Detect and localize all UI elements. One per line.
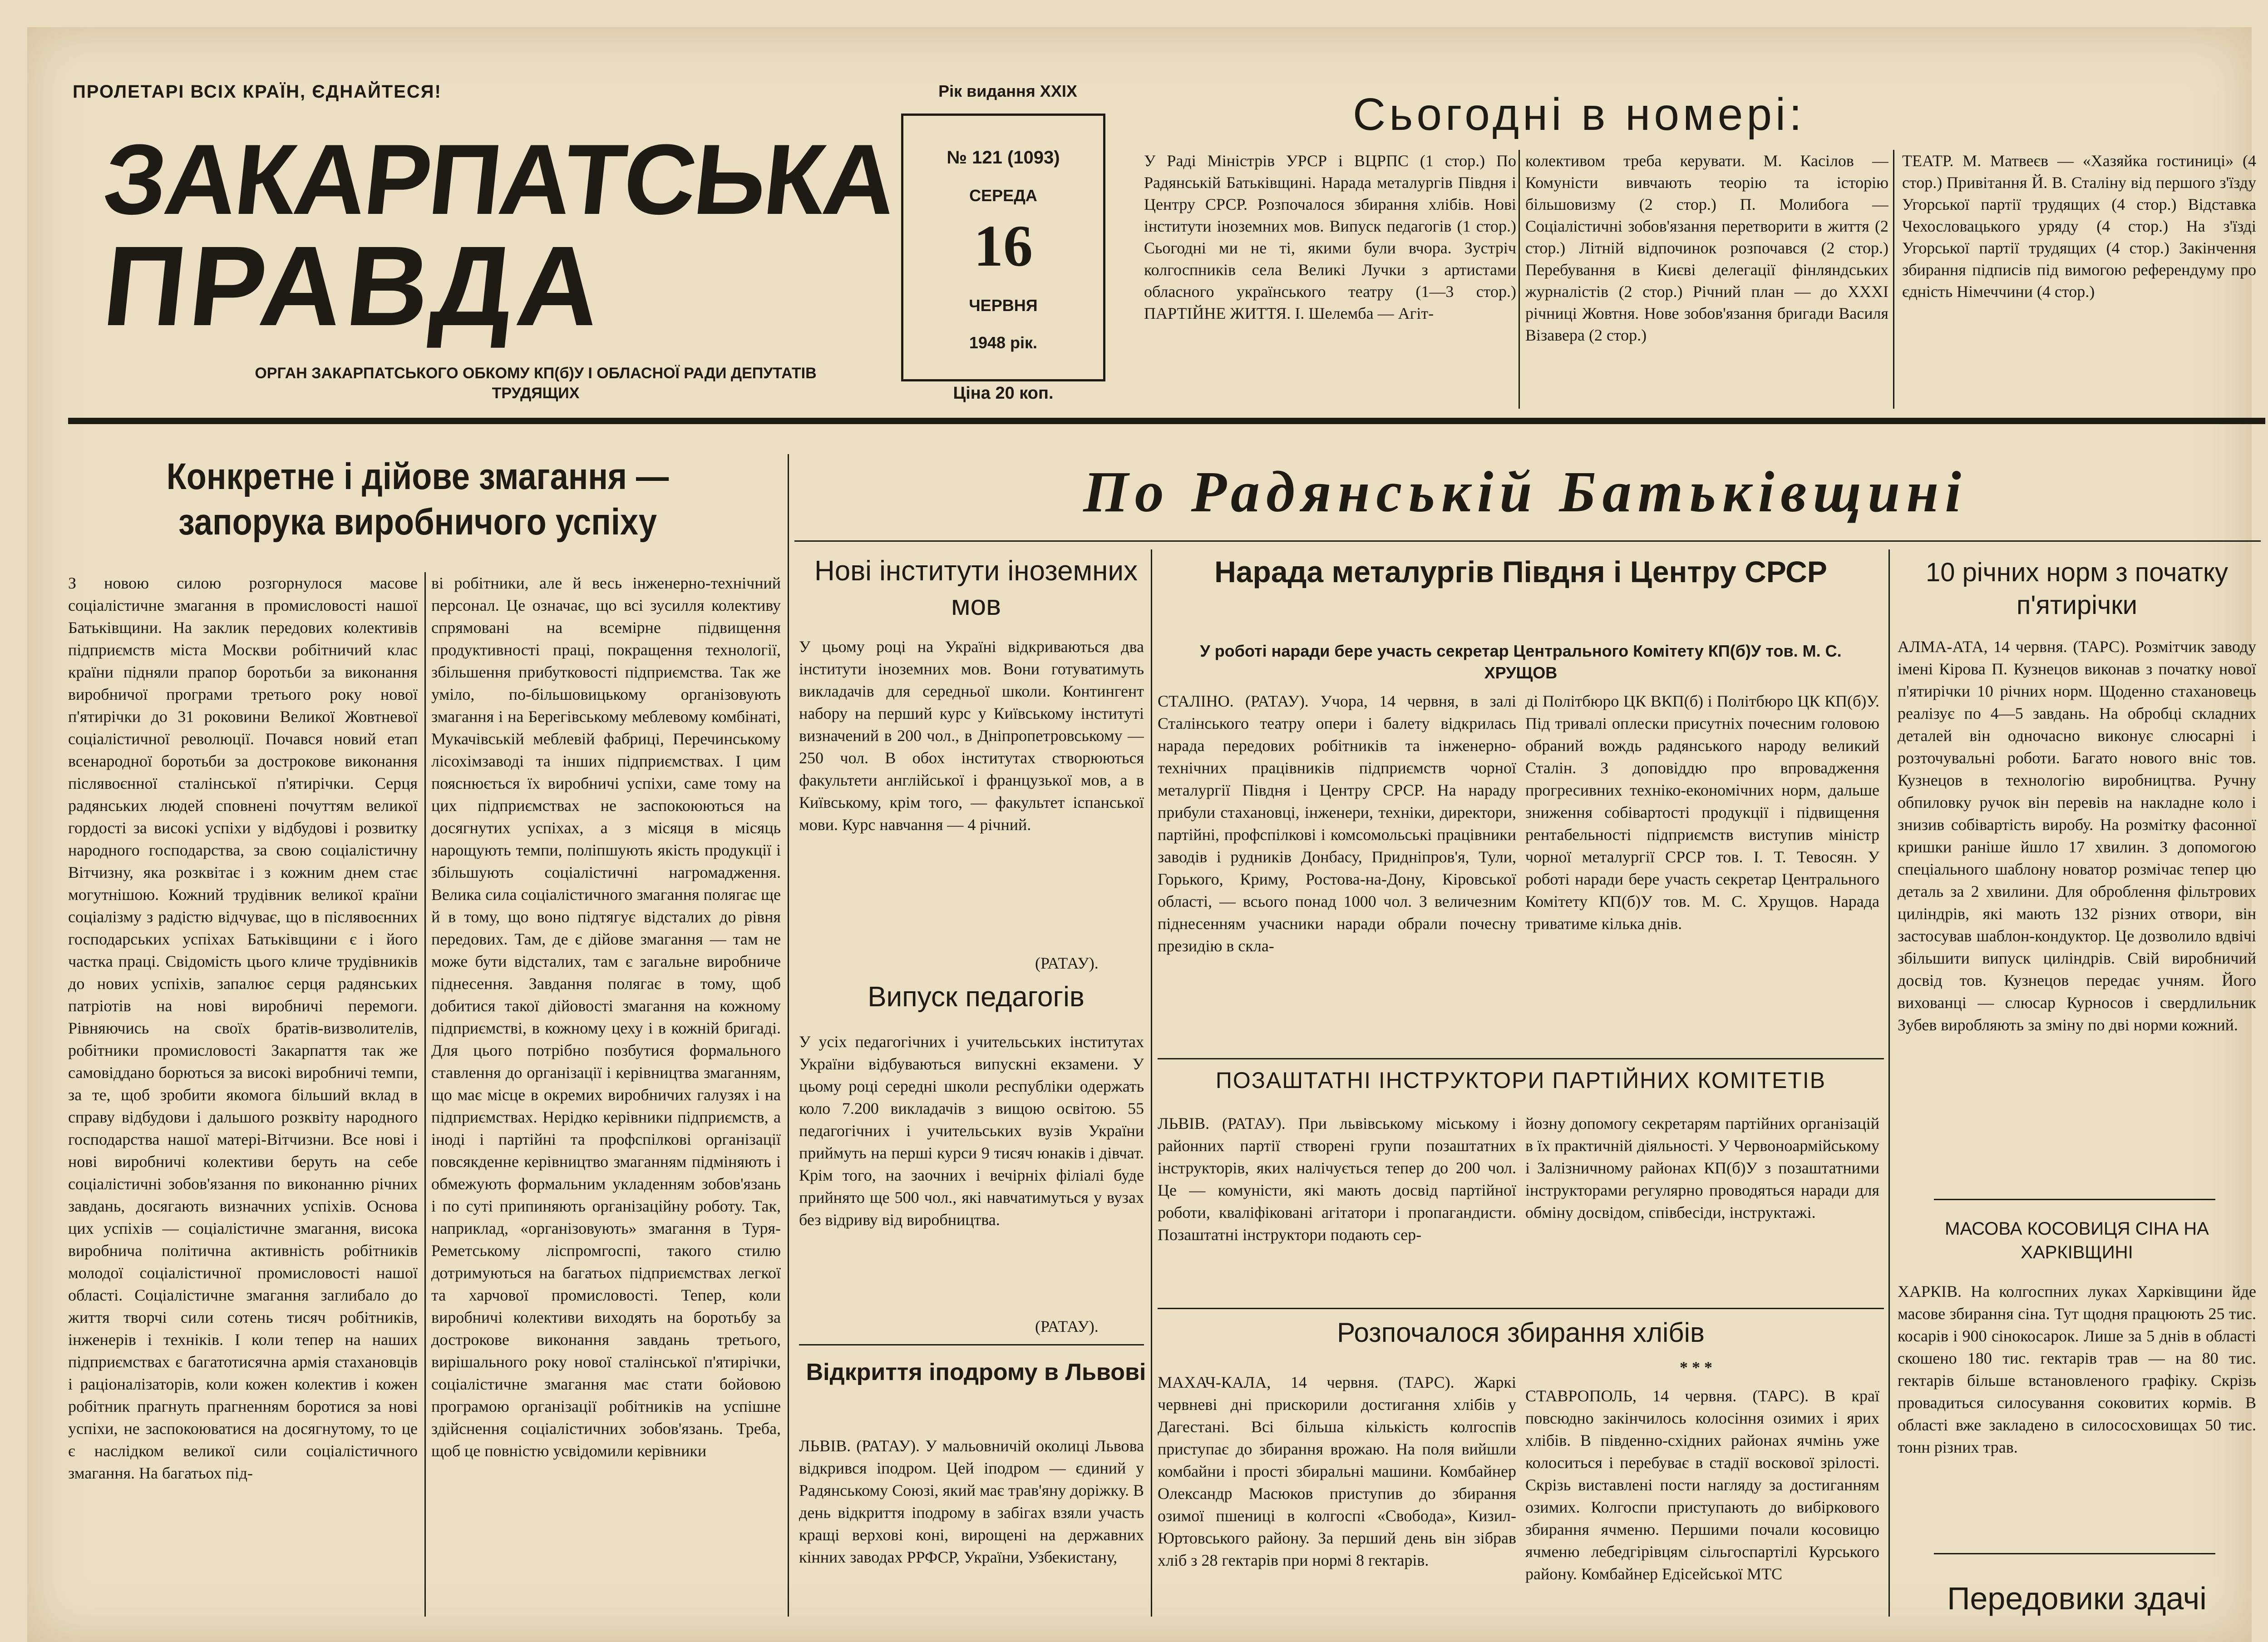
lead-headline: Конкретне і дійове змагання — запорука виробничого успіху — [166, 456, 669, 543]
lead-divider — [424, 572, 426, 1617]
metal-body-1: СТАЛІНО. (РАТАУ). Учора, 14 червня, в залі Сталінського театру опери і балету відкрилась нарада передових робітників та інженерно-технічних працівників підприємств чорної металургії Півдня і Центру СРСР. На нараду прибули стахановці, інженери, техніки, директори, партійні, профспілкові і комсомольські працівники заводів і рудників Донбасу, Придніпров'я, Тули, Горького, Криму, Ростова-на-Дону, Кіровської області, — всього понад 1000 чол. З величезним піднесенням учасники наради обрали почесну президію в скла- — [1158, 692, 1516, 955]
column3-divider — [1151, 549, 1152, 1617]
hay-rule — [1934, 1553, 2215, 1554]
metal-subheadline: У роботі наради бере участь секретар Центрального Комітету КП(б)У тов. М. С. ХРУЩОВ — [1200, 642, 1842, 682]
issue-price: Ціна 20 коп. — [953, 384, 1054, 403]
masthead-rule — [68, 418, 2265, 424]
contents-column-2: колективом треба керувати. М. Касілов — Комуністи вивчають теорію та історію більшовизму (2 стор.) П. Молибога — Соціалістичні зобов'язання перетворити в життя (2 стор.) Літній відпочинок розпочався (2 стор.) Перебування в Києві делегації фінляндських журналістів (2 стор.) Річний план — до XXXI річниці Жовтня. Нове зобов'язання бригади Василя Візавера (2 стор.) — [1525, 152, 1888, 344]
newspaper-title-line2: ПРАВДА — [98, 223, 611, 349]
pedagogues-body: У усіх педагогічних і учительських інститутах України відбуваються випускні екзамени. У цьому році середні школи республіки одержать коло 7.200 викладачів з вищою освітою. 55 педагогічних і учительських вузів України приймуть на перші курси 9 тисяч юнаків і дівчат. Крім того, на заочних і вечірніх філіалі буде прийнято ще 500 чол., які навчатимуться у вузах без відриву від виробництва. — [799, 1033, 1144, 1229]
slogan: ПРОЛЕТАРІ ВСІХ КРАЇН, ЄДНАЙТЕСЯ! — [73, 82, 442, 102]
institutes-headline: Нові інститути іноземних мов — [814, 555, 1138, 621]
hay-body: ХАРКІВ. На колгоспних луках Харківщини йде масове збирання сіна. Тут щодня працюють 25 тис. косарів і 900 сінокосарок. Лише за 5 днів в області скошено 180 тис. гектарів трав — на 80 тис. гектарів більше встановленого графіку. Скрізь провадиться силосування соковитих кормів. В області вже закладено в силососховищах 50 тис. тонн різних трав. — [1898, 1282, 2256, 1456]
last-headline: Передовики здачі — [1947, 1581, 2207, 1616]
harvest-body-2: СТАВРОПОЛЬ, 14 червня. (ТАРС). В краї повсюдно закінчилось колосіння озимих і ярих хлібів. В південно-східних районах ячмінь уже колоситься і перебуває в стадії воскової зрілості. Скрізь виставлені пости нагляду за достиганням озимих. Колгоспи приступають до вибіркового збирання ячменю. Першими почали косовицю ячменю лебедгірівцям сільгоспартілі Курського району. Комбайнер Едісейської МТС — [1525, 1387, 1879, 1583]
hippodrome-headline: Відкриття іподрому в Львові — [806, 1359, 1146, 1385]
issue-month: ЧЕРВНЯ — [969, 296, 1038, 315]
norms-headline: 10 річних норм з початку п'ятирічки — [1926, 558, 2228, 620]
publication-year: Рік видання XXIX — [938, 82, 1077, 100]
metal-headline: Нарада металургів Півдня і Центру СРСР — [1214, 555, 1827, 589]
issue-day: 16 — [974, 213, 1033, 279]
norms-body: АЛМА-АТА, 14 червня. (ТАРС). Розмітчик заводу імені Кірова П. Кузнецов виконав з початку нової п'ятирічки 10 річних норм. Щоденно стахановець реалізує по 4—5 завдань. На обробці складних деталей він одночасно виконує слюсарні і розточувальні роботи. Багато нового вніс тов. Кузнецов в технологію виробництва. Ручну обпиловку ручок він перевів на накладне коло і знизив собівартість виробу. На розмітку фасонної кришки раніше йшло 17 хвилин. З допомогою спеціального шаблону новатор розмічає тепер цю деталь за 2 хвилини. Для оброблення фільтрових циліндрів, які мають 132 різних отвори, він застосував шаблон-кондуктор. Це дозволило вдвічі збільшити випуск циліндрів. Свій виробничий досвід тов. Кузнецов передає учням. Його вихованці — слюсар Курносов і свердлильник Зубев виробляють за зміну по дві норми кожний. — [1898, 638, 2256, 1034]
instructors-body-1: ЛЬВІВ. (РАТАУ). При львівському міському і районних партії створені групи позаштатних інструкторів, яких налічується тепер до 200 чол. Це — комуністи, які мають досвід партійної роботи, кваліфіковані агітатори і пропагандисти. Позаштатні інструктори подають сер- — [1158, 1114, 1516, 1244]
issue-number: № 121 (1093) — [947, 148, 1060, 168]
contents-column-3: ТЕАТР. М. Матвеєв — «Хазяйка гостиниці» (4 стор.) Привітання Й. В. Сталіну від першого з'їзду Угорської партії трудящих (4 стор.) Відставка Чехословацького уряду (4 стор.) На з'їзді Угорської партії трудящих (4 стор.) Закінчення збирання підписів під вимогою референдуму про єдність Німеччини (4 стор.) — [1902, 152, 2256, 301]
hippodrome-body: ЛЬВІВ. (РАТАУ). У мальовничій околиці Львова відкрився іподром. Цей іподром — єдиний у Радянському Союзі, який має трав'яну доріжку. В день відкриття іподрому в забігах взяли участь кращі верхові коні, вирощені на державних кінних заводах РРФСР, України, Узбекистану, — [799, 1437, 1144, 1566]
contents-divider-2 — [1893, 150, 1894, 409]
lead-column-2: ві робітники, але й весь інженерно-технічний персонал. Це означає, що всі зусилля колективу спрямовані на всемірне підвищення продуктивності праці, покращення технології, збільшення прибутковості підприємства. Так же уміло, по-більшовицькому організовують змагання і на Берегівському меблевому комбінаті, Мукачівській меблевій фабриці, Перечинському лісохімзаводі та інших підприємствах. І цим пояснюється їх виробничі успіхи, саме тому на цих підприємствах не заспокоюються на досягнутих успіхах, а з місяця в місяць нарощують темпи, поліпшують якість продукції і збільшують соціалістичні нагромадження. Велика сила соціалістичного змагання полягає ще й в тому, що воно підтягує відсталих до рівня передових. Там, де є дійове змагання — там не може бути відсталих, там є загальне виробниче піднесення. Завдання полягає в тому, щоб добитися такої дійовості змагання на кожному підприємстві, в кожному цеху і в кожній бригаді. Для цього потрібно позбутися формального ставлення до організації і керівництва змаганням, що має місце в окремих виробничих галузях і на підприємствах. Нерідко керівники підприємств, а іноді і партійні та профспілкові організації повсякденне керівництво змаганням підміняють і обмежують формальним укладенням зобов'язань і по суті припиняють організаційну роботу. Так, наприклад, «організовують» змагання в Туря-Реметському ліспромгоспі, такого стилю дотримуються на багатьох підприємствах легкої та харчової промисловості. Тепер, коли виробничі колективи виходять на боротьбу за дострокове виконання завдань третього, вирішального року нової сталінської п'ятирічки, соціалістичне змагання має стати бойовою програмою організації робітників на успішне здійснення соціалістичних зобов'язань. Треба, щоб це повністю усвідомили керівники — [431, 574, 781, 1460]
issue-weekday: СЕРЕДА — [969, 186, 1037, 205]
norms-rule — [1934, 1199, 2215, 1200]
section-banner: По Радянській Батьківщині — [1083, 460, 1967, 524]
instructors-body-2: йозну допомогу секретарям партійних організацій в їх практичній діяльності. У Червоноармійському і Залізничному районах КП(б)У з позаштатними інструкторами регулярно проводяться наради для обміну досвідом, співбесіди, інструктажі. — [1525, 1114, 1879, 1222]
hippodrome-rule — [799, 1344, 1144, 1345]
harvest-headline: Розпочалося збирання хлібів — [1337, 1317, 1705, 1348]
instructors-rule — [1158, 1308, 1884, 1309]
harvest-stars: * * * — [1680, 1358, 1712, 1376]
column5-divider — [1888, 549, 1890, 1617]
issue-date-box — [901, 114, 1105, 381]
metal-rule — [1158, 1058, 1884, 1059]
metal-body-2: ді Політбюро ЦК ВКП(б) і Політбюро ЦК КП(б)У. Під тривалі оплески присутніх почесним головою обраний вождь радянського народу великий Сталін. З доповіддю про впровадження прогресивних техніко-економічних норм, дальше зниження собівартості продукції і підвищення рентабельності підприємств виступив міністр чорної металургії СРСР тов. І. Т. Тевосян. У роботі наради бере участь секретар Центрального Комітету КП(б)У тов. М. С. Хрущов. Нарада триватиме кілька днів. — [1525, 692, 1879, 933]
issue-year: 1948 рік. — [969, 333, 1038, 352]
lead-right-divider — [788, 454, 789, 1617]
harvest-body-1: МАХАЧ-КАЛА, 14 червня. (ТАРС). Жаркі червневі дні прискорили достигання хлібів у Дагестані. Всі більша кількість колгоспів приступає до збирання врожаю. На поля вийшли комбайни і прості збиральні машини. Комбайнер Олександр Масюков приступив до збирання озимої пшениці в колгоспі «Свобода», Кизил-Юртовського району. За перший день він зібрав хліб з 28 гектарів при нормі 8 гектарів. — [1158, 1373, 1516, 1569]
today-heading: Сьогодні в номері: — [1353, 89, 1805, 140]
instructors-headline: ПОЗАШТАТНІ ІНСТРУКТОРИ ПАРТІЙНИХ КОМІТЕТІВ — [1215, 1068, 1826, 1093]
contents-divider-1 — [1519, 150, 1520, 409]
banner-rule — [794, 540, 2261, 542]
lead-column-1: З новою силою розгорнулося масове соціалістичне змагання в промисловості нашої Батьківщини. На заклик передових колективів підприємств міста Москви робітничий клас країни підняли прапор боротьби за виконання виробничої програми третього року нової п'ятирічки до 31 роковини Великої Жовтневої соціалістичної революції. Почався новий етап всенародної боротьби за дострокове виконання післявоєнної сталінської п'ятирічки. Серця радянських людей сповнені почуттям великої гордості за високі успіхи у відбудові і розвитку народного господарства, за свою соціалістичну Вітчизну, яка розквітає і з кожним днем стає могутнішою. Кожний трудівник великої країни соціалізму з радістю відчуває, що в післявоєнних господарських успіхах Батьківщини є і його частка праці. Свідомість цього кличе трудівників до нових успіхів, запалює серця радянських патріотів на нові виробничі перемоги. Рівняючись на своїх братів-визволителів, робітники промисловості Закарпаття так же самовіддано борються за високі виробничі темпи, за те, щоб зробити якомога більший вклад в справу відбудови і дальшого розквіту народного господарства нашої матері-Вітчизни. Все нові і нові виробничі колективи беруть на себе соціалістичні зобов'язання по виконанню річних завдань, досягають визначних успіхів. Основа цих успіхів — соціалістичне змагання, висока виробнича політична активність робітників молодої соціалістичної промисловості нашої області. Соціалістичне змагання заглибало до життя творчі сили сотень тисяч робітників, інженерів і техніків. І коли тепер на наших підприємствах є багатотисячна армія стахановців і раціоналізаторів, коли кожен колектив і кожен робітник прагнуть прагненням боротися за нові успіхи, не заспокоюватися на досягнутому, то це є наслідком великої сили соціалістичного змагання. На багатьох під- — [68, 574, 418, 1482]
newspaper-title-line1: ЗАКАРПАТСЬКА — [99, 124, 900, 235]
pedagogues-source: (РАТАУ). — [1035, 1317, 1099, 1335]
contents-column-1: У Раді Міністрів УРСР і ВЦРПС (1 стор.) По Радянській Батьківщині. Нарада металургів Півдня і Центру СРСР. Розпочалося збирання хлібів. Нові інститути іноземних мов. Випуск педагогів (1 стор.) Сьогодні ми не ті, якими були вчора. Зустріч колгоспників села Великі Лучки з артистами обласного українського театру (1—3 стор.) ПАРТІЙНЕ ЖИТТЯ. І. Шелемба — Агіт- — [1144, 152, 1516, 322]
hay-headline: МАСОВА КОСОВИЦЯ СІНА НА ХАРКІВЩИНІ — [1945, 1219, 2209, 1262]
pedagogues-headline: Випуск педагогів — [868, 981, 1085, 1013]
institutes-body: У цьому році на Україні відкриваються два інститути іноземних мов. Вони готуватимуть викладачів для середньої школи. Контингент набору на перший курс у Київському інституті визначений в 200 чол., в Дніпропетровському — 250 чол. В обох інститутах створюються факультети англійської і французької мов, а в Київському, крім того, — факультет іспанської мови. Курс навчання — 4 річний. — [799, 638, 1144, 834]
institutes-source: (РАТАУ). — [1035, 954, 1099, 972]
organ-subtitle: ОРГАН ЗАКАРПАТСЬКОГО ОБКОМУ КП(б)У І ОБЛАСНОЇ РАДИ ДЕПУТАТІВ ТРУДЯЩИХ — [255, 365, 817, 402]
